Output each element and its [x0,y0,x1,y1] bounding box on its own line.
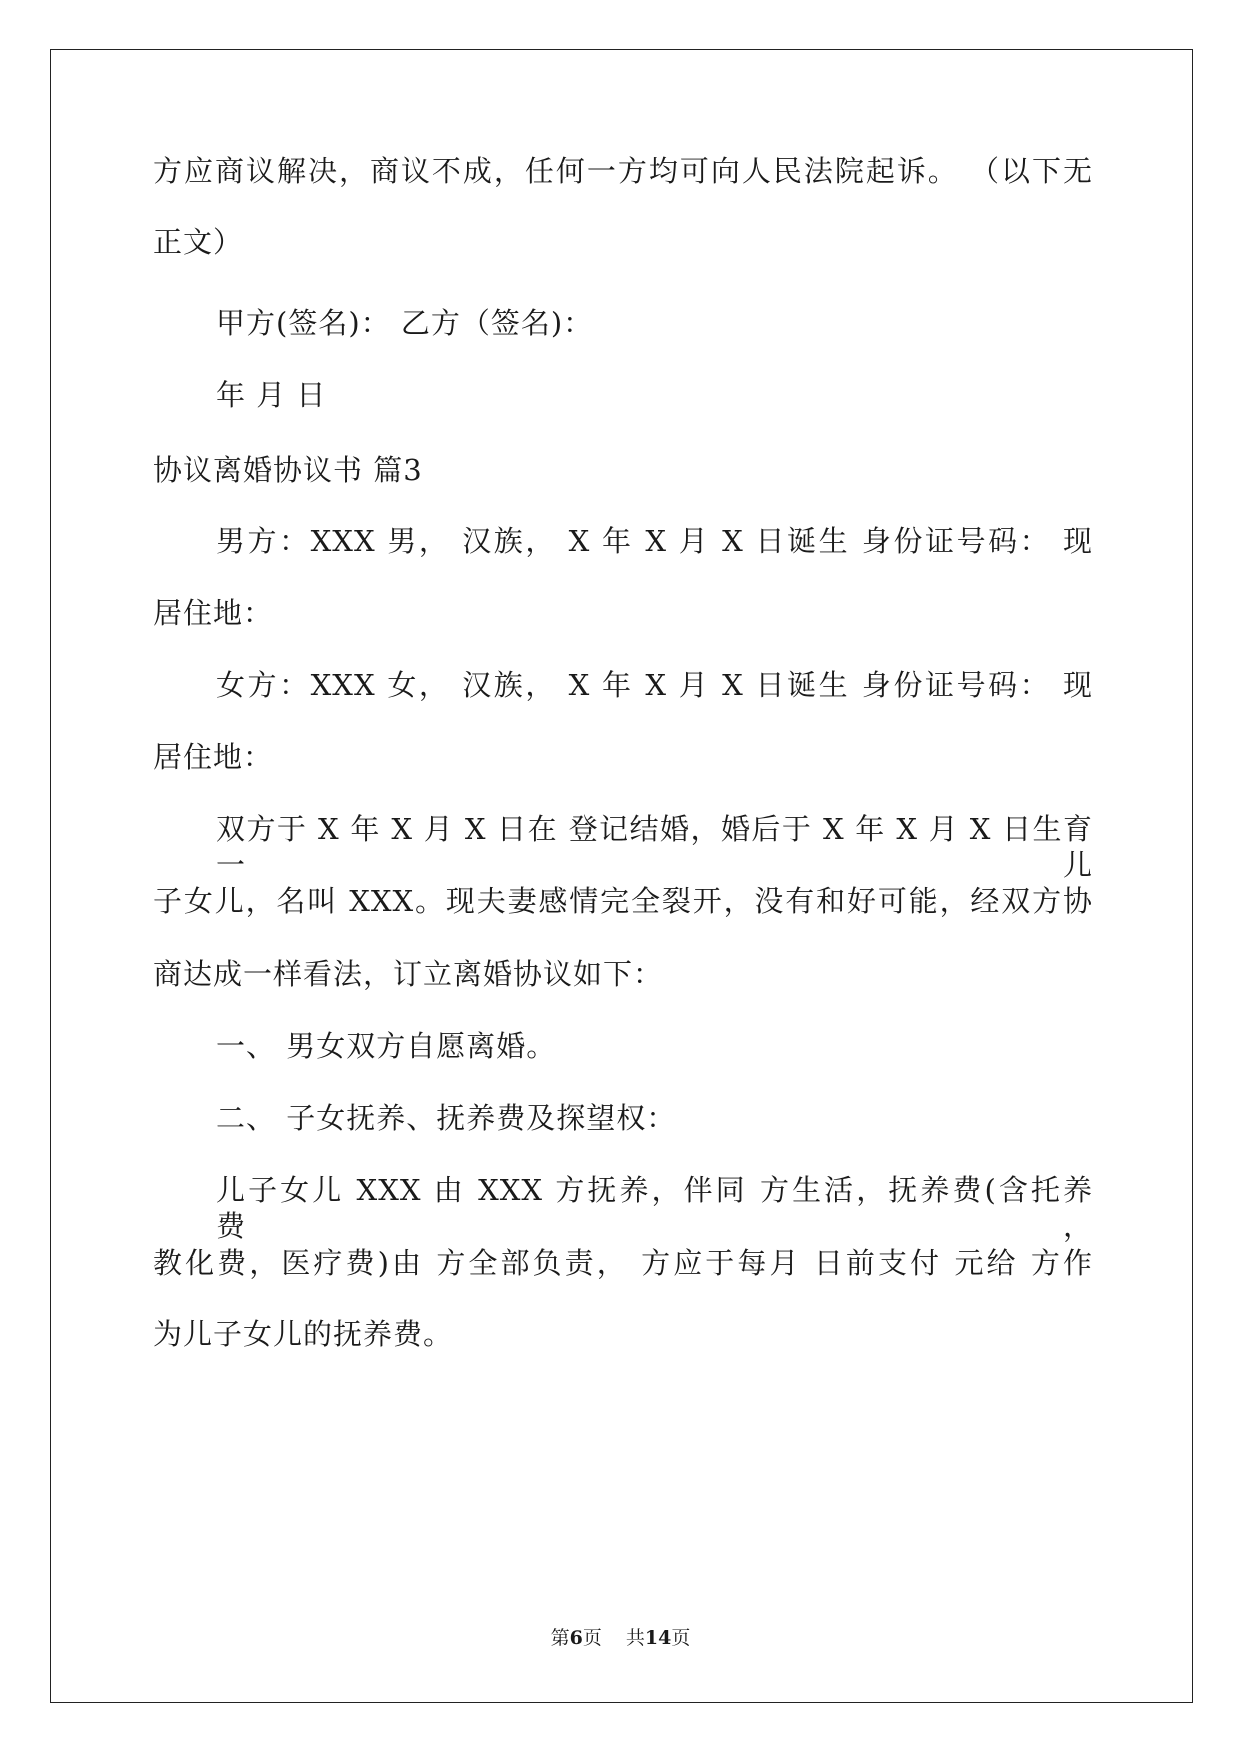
text-line: 双方于 X 年 X 月 X 日在 登记结婚，婚后于 X 年 X 月 X 日生育一儿 [216,812,1093,882]
text-line: 正文） [153,225,244,259]
text-line: 子女儿，名叫 XXX。现夫妻感情完全裂开，没有和好可能，经双方协 [153,884,1093,918]
text-line: 商达成一样看法，订立离婚协议如下： [153,957,664,991]
page-current: 6 [569,1627,583,1649]
clause-line: 二、 子女抚养、抚养费及探望权： [216,1101,677,1135]
page-total: 14 [644,1627,672,1649]
page-footer [0,1626,1241,1650]
text-line: 居住地： [153,740,274,774]
date-line: 年 月 日 [216,378,327,412]
clause-line: 一、 男女双方自愿离婚。 [216,1029,557,1063]
text-line: 方应商议解决，商议不成，任何一方均可向人民法院起诉。 （以下无 [153,154,1093,188]
text-line: 居住地： [153,596,274,630]
section-heading: 协议离婚协议书 篇3 [153,453,423,487]
text-line: 教化费，医疗费)由 方全部负责， 方应于每月 日前支付 元给 方作 [153,1246,1093,1280]
page-prefix: 第 [550,1627,570,1649]
text-line: 女方：XXX 女， 汉族， X 年 X 月 X 日诞生 身份证号码： 现 [216,668,1093,702]
total-prefix: 共 [625,1627,645,1649]
total-suffix: 页 [671,1627,691,1649]
text-line: 儿子女儿 XXX 由 XXX 方抚养，伴同 方生活，抚养费(含托养费， [216,1173,1093,1243]
text-line: 男方：XXX 男， 汉族， X 年 X 月 X 日诞生 身份证号码： 现 [216,524,1093,558]
text-line: 为儿子女儿的抚养费。 [153,1317,454,1351]
signature-line: 甲方(签名)： 乙方（签名)： [216,306,594,340]
page-mid: 页 [582,1627,602,1649]
